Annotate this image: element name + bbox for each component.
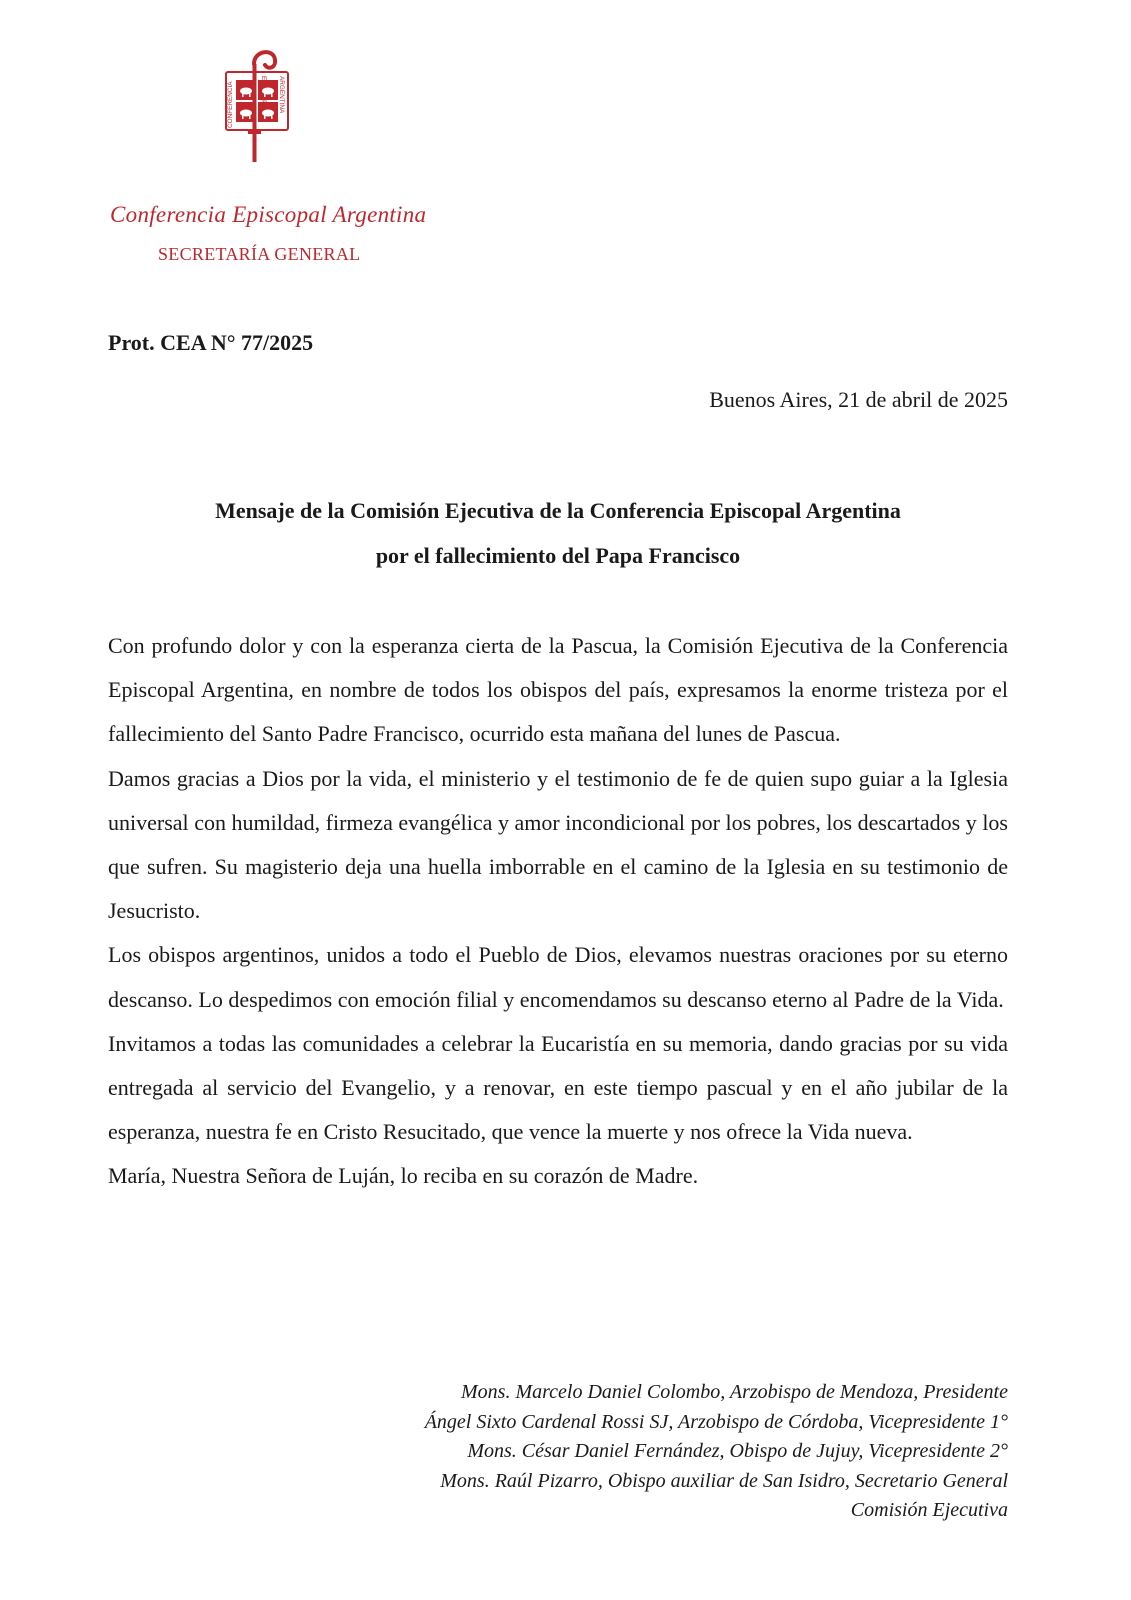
org-department: SECRETARÍA GENERAL: [158, 244, 361, 264]
signature-line: Mons. César Daniel Fernández, Obispo de Jujuy, Vicepresidente 2°: [467, 1440, 1008, 1463]
signature-block: [425, 1378, 1008, 1526]
crozier-crook: [254, 52, 275, 68]
crozier-staff-base: [248, 130, 261, 134]
org-name: Conferencia Episcopal Argentina: [110, 202, 427, 227]
episcopal-crest-logo: [218, 44, 296, 164]
message-body: [108, 624, 1008, 1199]
signature-line: Ángel Sixto Cardenal Rossi SJ, Arzobispo de Córdoba, Vicepresidente 1°: [424, 1410, 1008, 1433]
body-paragraph: María, Nuestra Señora de Luján, lo reciba en su corazón de Madre.: [108, 1163, 699, 1189]
protocol-number: Prot. CEA N° 77/2025: [108, 330, 314, 355]
signature-line: Mons. Raúl Pizarro, Obispo auxiliar de San Isidro, Secretario General: [440, 1469, 1008, 1492]
body-paragraph: Con profundo dolor y con la esperanza cierta de la Pascua, la Comisión Ejecutiva de la Conferencia Episcopal Argentina, en nombre de todos los obispos del país, expresamos la enorme tristeza por el fallecimiento del Santo Padre Francisco, ocurrido esta mañana del lunes de Pascua.: [108, 633, 1008, 747]
crozier-staff: [253, 64, 257, 162]
crest-text-right: ARGENTINA: [278, 76, 285, 114]
crest-text-left: CONFERENCIA: [227, 81, 234, 128]
body-paragraph: Invitamos a todas las comunidades a celebrar la Eucaristía en su memoria, dando gracias por su vida entregada al servicio del Evangelio, y a renovar, en este tiempo pascual y en el año jubilar de la esperanza, nuestra fe en Cristo Resucitado, que vence la muerte y nos ofrece la Vida nueva.: [108, 1030, 1008, 1145]
body-paragraph: Damos gracias a Dios por la vida, el ministerio y el testimonio de fe de quien supo guiar a la Iglesia universal con humildad, firmeza evangélica y amor incondicional por los pobres, los descartados y los que sufren. Su magisterio deja una huella imborrable en el camino de la Iglesia en su testimonio de Jesucristo.: [108, 765, 1008, 924]
document-title-line-2: por el fallecimiento del Papa Francisco: [375, 543, 741, 568]
signature-line: Comisión Ejecutiva: [850, 1499, 1008, 1522]
document-title-line-1: Mensaje de la Comisión Ejecutiva de la Conferencia Episcopal Argentina: [215, 498, 901, 523]
date-line: Buenos Aires, 21 de abril de 2025: [709, 387, 1008, 412]
signature-line: Mons. Marcelo Daniel Colombo, Arzobispo de Mendoza, Presidente: [461, 1381, 1008, 1403]
body-paragraph: Los obispos argentinos, unidos a todo el Pueblo de Dios, elevamos nuestras oraciones por su eterno descanso. Lo despedimos con emoción filial y encomendamos su descanso eterno al Padre de la Vida.: [108, 942, 1008, 1012]
